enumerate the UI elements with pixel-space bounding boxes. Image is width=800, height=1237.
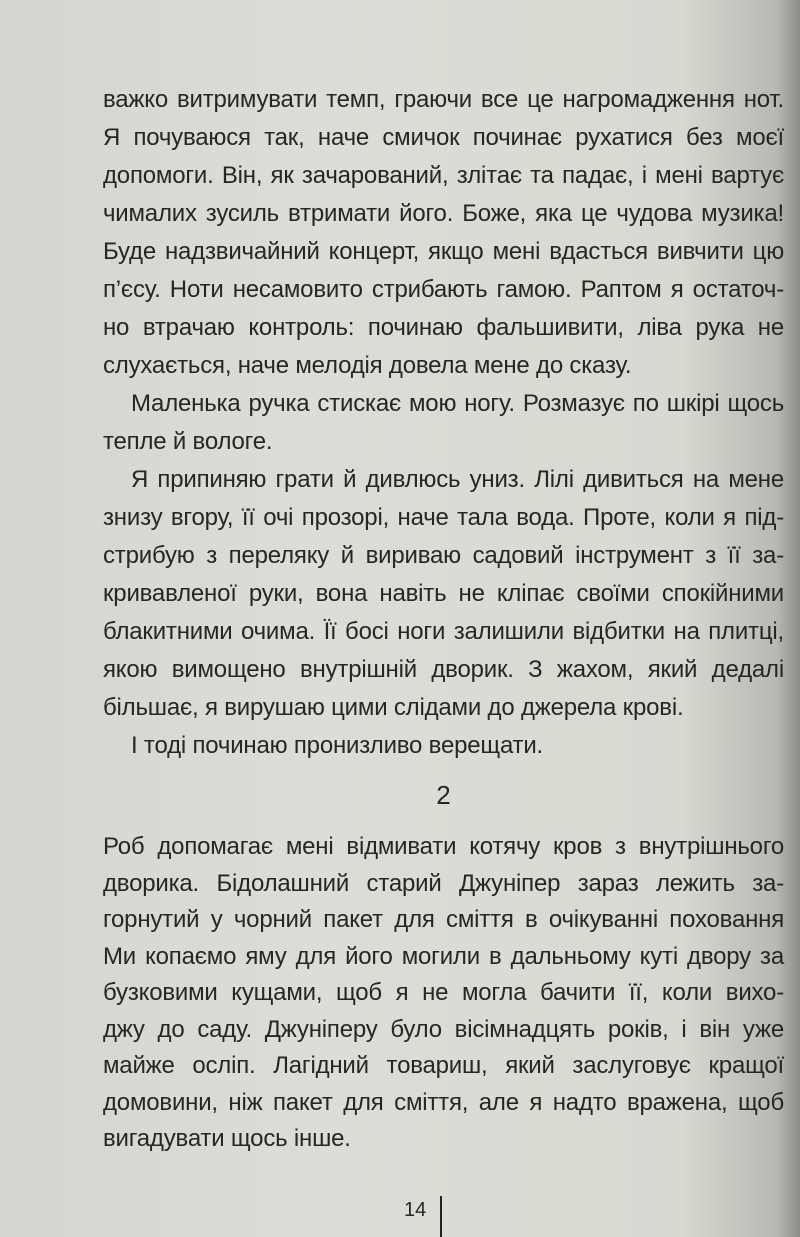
page-number-rule bbox=[440, 1196, 442, 1237]
text-line: вигадувати щось інше. bbox=[103, 1125, 351, 1152]
paragraph bbox=[103, 81, 784, 385]
text-line: тепле й вологе. bbox=[103, 428, 273, 455]
text-line: стрибую з переляку й вириваю садовий інструмент з її за- bbox=[103, 542, 784, 569]
text-line: слухається, наче мелодія довела мене до сказу. bbox=[103, 352, 632, 379]
text-line: більшає, я вирушаю цими слідами до джерела крові. bbox=[103, 694, 684, 721]
text-line: блакитними очима. Її босі ноги залишили відбитки на плитці, bbox=[103, 618, 784, 645]
text-line: Я припиняю грати й дивлюсь униз. Лілі дивиться на мене bbox=[131, 466, 784, 493]
text-line: кривавленої руки, вона навіть не кліпає своїми спокійними bbox=[103, 580, 784, 607]
paragraph bbox=[103, 461, 784, 727]
text-line: важко витримувати темп, граючи все це нагромадження нот. bbox=[103, 86, 784, 113]
text-line: Я почуваюся так, наче смичок починає рухатися без моєї bbox=[103, 124, 784, 151]
text-line: майже осліп. Лагідний товариш, який заслуговує кращої bbox=[103, 1052, 784, 1079]
text-line: Роб допомагає мені відмивати котячу кров з внутрішнього bbox=[103, 833, 784, 860]
text-line: бузковими кущами, щоб я не могла бачити її, коли вихо- bbox=[103, 979, 784, 1006]
chapter-heading: 2 bbox=[436, 780, 451, 810]
paragraph bbox=[103, 727, 784, 765]
text-line: но втрачаю контроль: починаю фальшивити, ліва рука не bbox=[103, 314, 784, 341]
page-number: 14 bbox=[404, 1199, 427, 1221]
text-line: п’єсу. Ноти несамовито стрибають гамою. Раптом я остаточ- bbox=[103, 276, 784, 303]
paragraph bbox=[103, 829, 784, 1158]
text-line: чималих зусиль втримати його. Боже, яка це чудова музика! bbox=[103, 200, 784, 227]
text-line: дворика. Бідолашний старий Джуніпер зараз лежить за- bbox=[103, 869, 784, 897]
text-line: джу до саду. Джуніперу було вісімнадцять років, і він уже bbox=[103, 1015, 784, 1043]
text-line: І тоді починаю пронизливо верещати. bbox=[131, 732, 544, 759]
text-line: якою вимощено внутрішній дворик. З жахом, який дедалі bbox=[103, 656, 784, 683]
text-line: горнутий у чорний пакет для сміття в очікуванні поховання bbox=[103, 906, 784, 933]
page-body bbox=[103, 81, 784, 1158]
text-line: Маленька ручка стискає мою ногу. Розмазує по шкірі щось bbox=[131, 390, 784, 417]
paragraph bbox=[103, 385, 784, 461]
text-line: допомоги. Він, як зачарований, злітає та падає, і мені вартує bbox=[103, 162, 784, 189]
text-line: домовини, ніж пакет для сміття, але я надто вражена, щоб bbox=[103, 1088, 784, 1116]
text-line: знизу вгору, її очі прозорі, наче тала вода. Проте, коли я під- bbox=[103, 504, 784, 531]
text-line: Ми копаємо яму для його могили в дальньому куті двору за bbox=[103, 942, 784, 970]
text-line: Буде надзвичайний концерт, якщо мені вдасться вивчити цю bbox=[103, 238, 784, 265]
